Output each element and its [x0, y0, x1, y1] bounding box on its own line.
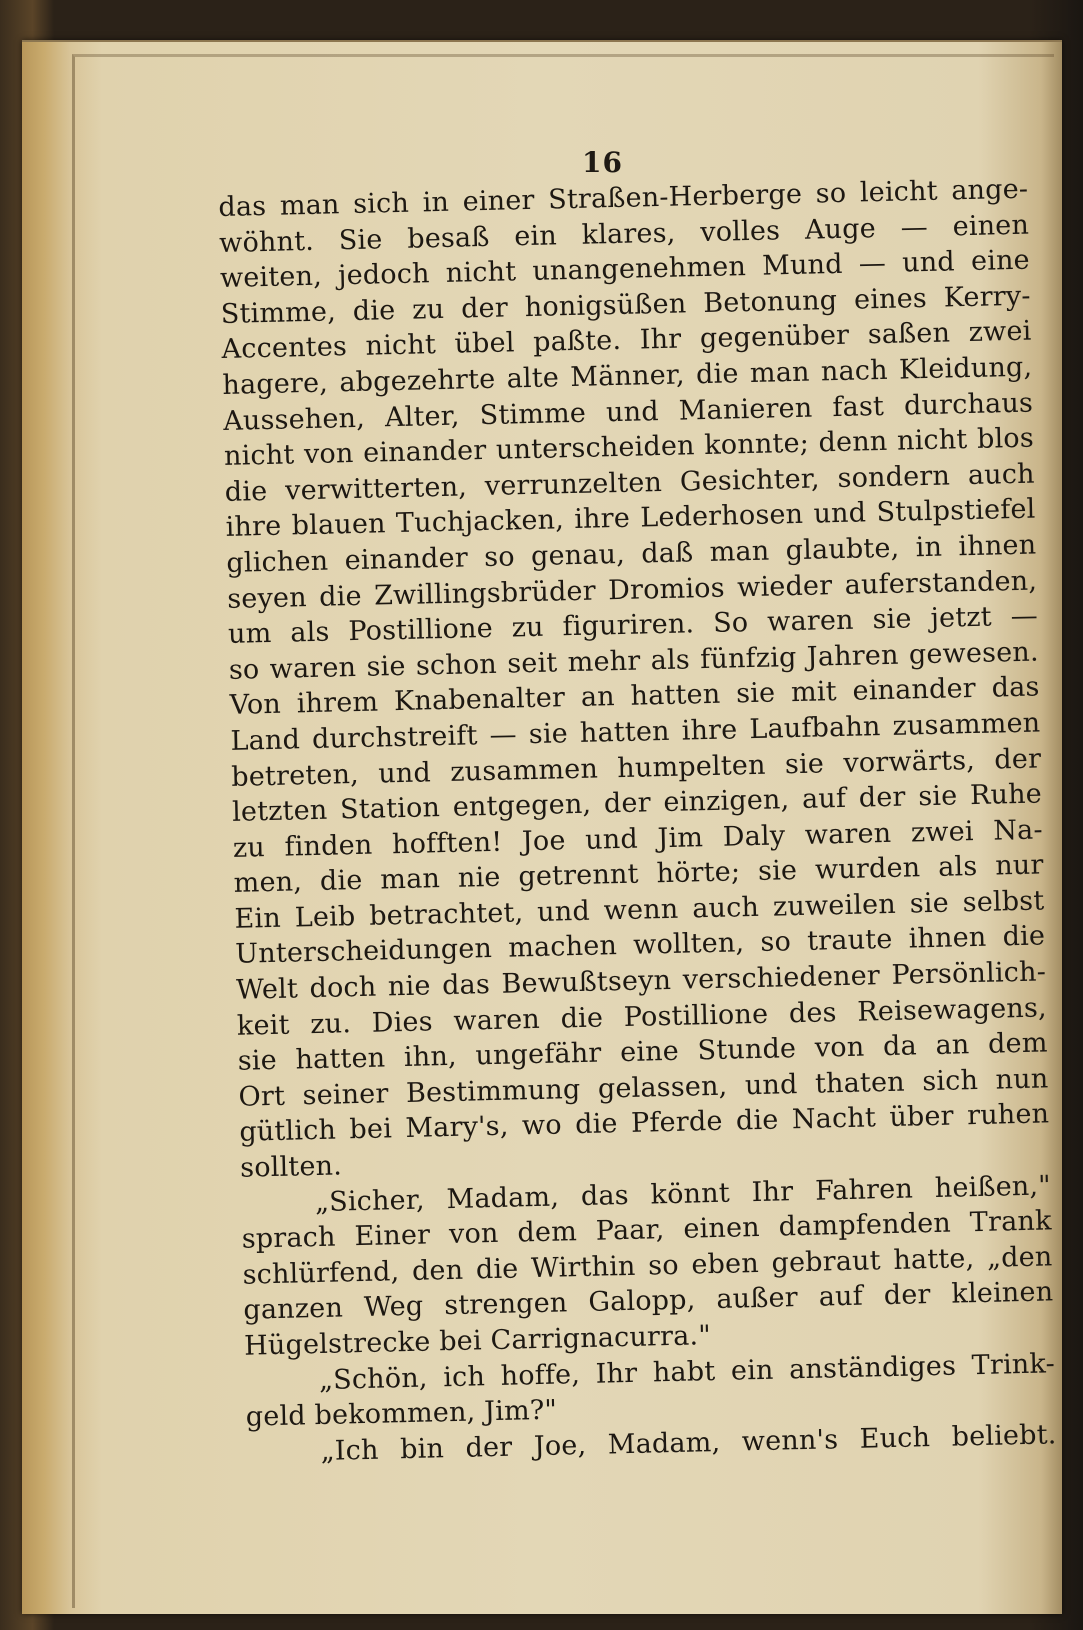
text-line: men, die man nie getrennt hörte; sie wurden als nur — [233, 849, 1044, 900]
text-line: letzten Station entgegen, der einzigen, auf der sie Ruhe — [231, 778, 1043, 828]
text-line: „Ich bin der Joe, Madam, wenn's Euch beliebt. — [320, 1419, 1057, 1467]
text-line: Unterscheidungen machen wollten, so traute ihnen die — [235, 920, 1046, 971]
text-line: Accentes nicht übel paßte. Ihr gegenüber saßen zwei — [221, 315, 1032, 366]
text-line: sie hatten ihn, ungefähr eine Stunde von da an dem — [237, 1027, 1048, 1078]
text-line: seyen die Zwillingsbrüder Dromios wieder auferstanden, — [226, 565, 1038, 615]
text-line: sollten. — [239, 1150, 343, 1184]
body-text — [218, 172, 1057, 1471]
text-line: „Sicher, Madam, das könnt Ihr Fahren heißen," — [314, 1169, 1052, 1218]
page-number: 16 — [582, 146, 623, 179]
text-line: Stimme, die zu der honigsüßen Betonung eines Kerry- — [220, 280, 1031, 330]
book-page — [22, 40, 1062, 1614]
text-line: hagere, abgezehrte alte Männer, die man nach Kleidung, — [222, 351, 1033, 401]
text-line: Land durchstreift — sie hatten ihre Laufbahn zusammen — [230, 707, 1041, 757]
text-line: Ort seiner Bestimmung gelassen, und thaten sich nun — [238, 1063, 1049, 1113]
text-line: ihre blauen Tuchjacken, ihre Lederhosen und Stulpstiefel — [225, 493, 1036, 544]
text-line: Ein Leib betrachtet, und wenn auch zuweilen sie selbst — [234, 885, 1045, 935]
text-line: gütlich bei Mary's, wo die Pferde die Nacht über ruhen — [239, 1098, 1050, 1149]
text-line: das man sich in einer Straßen-Herberge so leicht ange- — [218, 173, 1029, 223]
text-line: die verwitterten, verrunzelten Gesichter, sondern auch — [224, 458, 1036, 508]
text-line: „Schön, ich hoffe, Ihr habt ein anständiges Trink- — [318, 1347, 1056, 1396]
text-line: keit zu. Dies waren die Postillione des Reisewagens, — [236, 992, 1048, 1042]
text-line: sprach Einer von dem Paar, einen dampfenden Trank — [241, 1205, 1052, 1255]
text-line: betreten, und zusammen humpelten sie vorwärts, der — [230, 742, 1042, 793]
text-line: nicht von einander unterscheiden konnte; denn nicht blos — [223, 422, 1035, 473]
text-line: ganzen Weg strengen Galopp, außer auf der kleinen — [243, 1276, 1054, 1327]
text-line: zu finden hofften! Joe und Jim Daly waren zwei Na- — [232, 814, 1044, 864]
text-line: geld bekommen, Jim?" — [245, 1394, 558, 1433]
text-line: Von ihrem Knabenalter an hatten sie mit einander das — [229, 671, 1040, 722]
text-line: Hügelstrecke bei Carrignacurra." — [243, 1320, 712, 1362]
text-line: Aussehen, Alter, Stimme und Manieren fast durchaus — [222, 387, 1034, 437]
text-line: Welt doch nie das Bewußtseyn verschiedener Persönlich- — [235, 956, 1047, 1006]
text-line: weiten, jedoch nicht unangenehmen Mund — und eine — [219, 244, 1031, 295]
text-line: um als Postillione zu figuriren. So waren sie jetzt — — [227, 600, 1039, 651]
text-line: wöhnt. Sie besaß ein klares, volles Auge — einen — [218, 209, 1030, 259]
text-line: glichen einander so genau, daß man glaubte, in ihnen — [226, 529, 1037, 579]
text-line: schlürfend, den die Wirthin so eben gebraut hatte, „den — [242, 1241, 1053, 1291]
text-line: so waren sie schon seit mehr als fünfzig Jahren gewesen. — [228, 636, 1040, 686]
